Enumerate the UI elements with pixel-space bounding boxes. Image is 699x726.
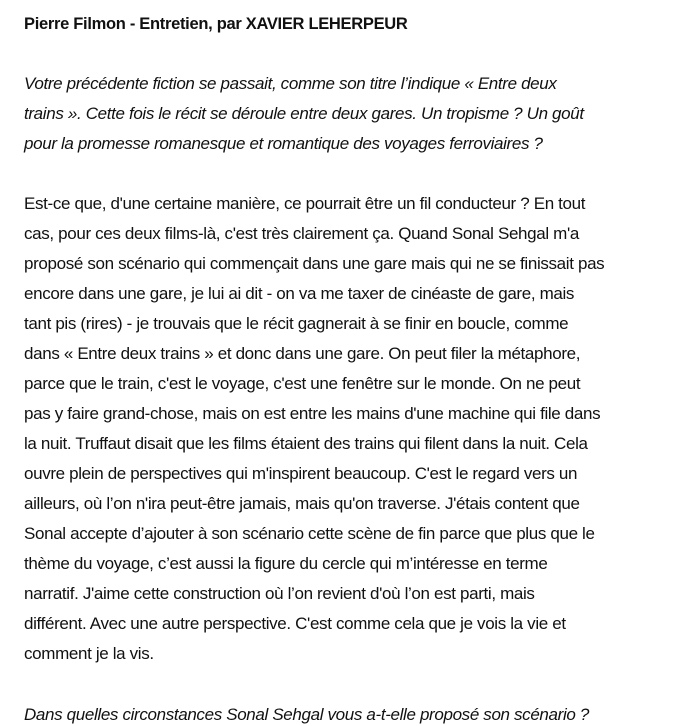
answer-1-line: narratif. J'aime cette construction où l’on revient d'où l’on est parti, mais bbox=[24, 584, 535, 603]
answer-1-line: la nuit. Truffaut disait que les films étaient des trains qui filent dans la nuit. Cela bbox=[24, 434, 588, 453]
answer-1-line: ouvre plein de perspectives qui m'inspirent beaucoup. C'est le regard vers un bbox=[24, 464, 578, 483]
answer-1-line: parce que le train, c'est le voyage, c'est une fenêtre sur le monde. On ne peut bbox=[24, 374, 581, 393]
answer-1-line: différent. Avec une autre perspective. C'est comme cela que je vois la vie et bbox=[24, 614, 566, 633]
question-1-line: trains ». Cette fois le récit se déroule entre deux gares. Un tropisme ? Un goût bbox=[24, 104, 584, 123]
question-2-line: Dans quelles circonstances Sonal Sehgal vous a-t-elle proposé son scénario ? bbox=[24, 705, 589, 724]
answer-1-line: pas y faire grand-chose, mais on est entre les mains d'une machine qui file dans bbox=[24, 404, 601, 423]
answer-1-line: proposé son scénario qui commençait dans une gare mais qui ne se finissait pas bbox=[24, 254, 605, 273]
answer-1-line: dans « Entre deux trains » et donc dans une gare. On peut filer la métaphore, bbox=[24, 344, 581, 363]
answer-1-line: ailleurs, où l’on n'ira peut-être jamais, mais qu'on traverse. J'étais content que bbox=[24, 494, 580, 513]
question-1-line: pour la promesse romanesque et romantique des voyages ferroviaires ? bbox=[24, 134, 543, 153]
document-title: Pierre Filmon - Entretien, par XAVIER LEHERPEUR bbox=[24, 15, 408, 33]
answer-1-line: Sonal accepte d’ajouter à son scénario cette scène de fin parce que plus que le bbox=[24, 524, 595, 543]
question-1-line: Votre précédente fiction se passait, comme son titre l’indique « Entre deux bbox=[24, 74, 557, 93]
answer-1-line: Est-ce que, d'une certaine manière, ce pourrait être un fil conducteur ? En tout bbox=[24, 194, 586, 213]
answer-1-line: encore dans une gare, je lui ai dit - on va me taxer de cinéaste de gare, mais bbox=[24, 284, 575, 303]
answer-1-line: tant pis (rires) - je trouvais que le récit gagnerait à se finir en boucle, comme bbox=[24, 314, 569, 333]
answer-1-line: comment je la vis. bbox=[24, 644, 154, 663]
answer-1-line: thème du voyage, c’est aussi la figure du cercle qui m’intéresse en terme bbox=[24, 554, 548, 573]
answer-1-line: cas, pour ces deux films-là, c'est très clairement ça. Quand Sonal Sehgal m'a bbox=[24, 224, 579, 243]
